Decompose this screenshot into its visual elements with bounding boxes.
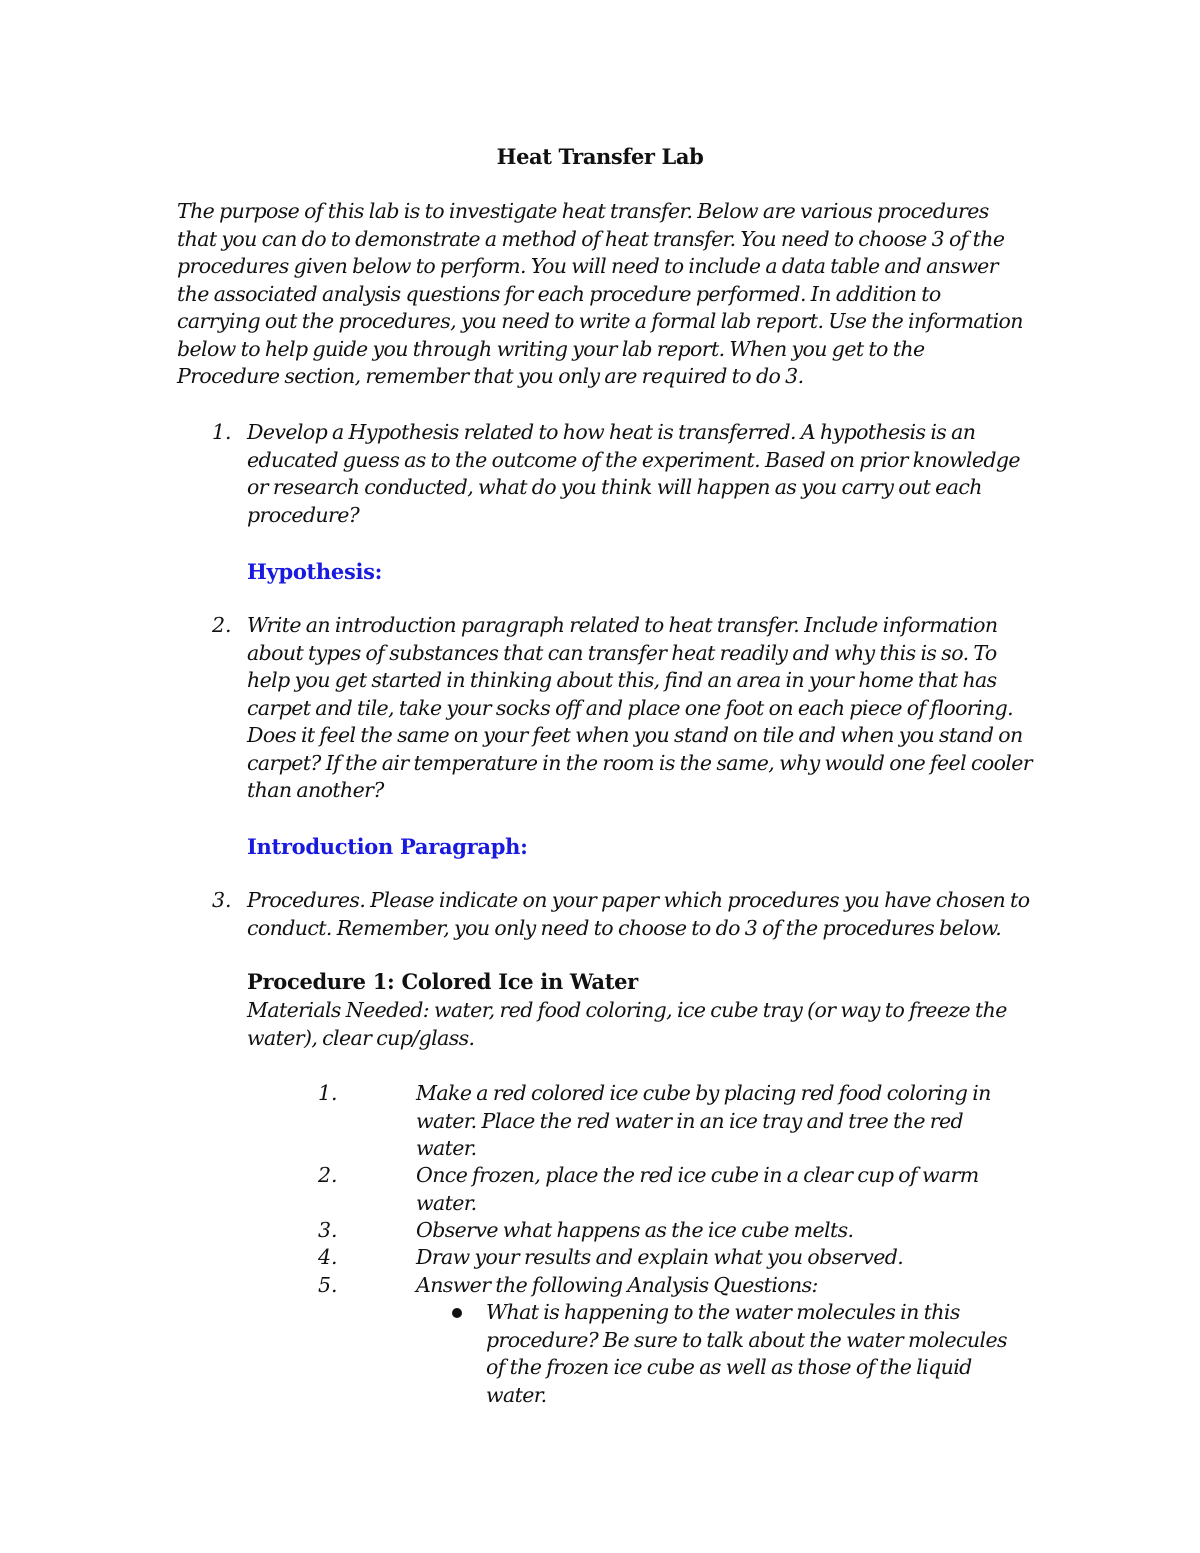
hypothesis-heading: Hypothesis: bbox=[247, 559, 383, 584]
step-number: 5. bbox=[318, 1273, 338, 1297]
procedure-1-materials: Materials Needed: water, red food coloring, ice cube tray (or way to freeze the water), clear cup/glass. bbox=[247, 998, 1007, 1050]
step-text: Draw your results and explain what you observed. bbox=[416, 1245, 904, 1269]
analysis-question: What is happening to the water molecules in this procedure? Be sure to talk about the water molecules of the frozen ice cube as well as those of the liquid water. bbox=[486, 1300, 1007, 1407]
item-number: 2. bbox=[212, 613, 232, 637]
step-number: 4. bbox=[318, 1245, 338, 1269]
step-text: Make a red colored ice cube by placing red food coloring in water. Place the red water in an ice tray and tree the red water. bbox=[416, 1081, 991, 1160]
introduction-paragraph-heading: Introduction Paragraph: bbox=[247, 834, 528, 859]
step-text: Answer the following Analysis Questions: bbox=[416, 1273, 818, 1297]
item-number: 3. bbox=[212, 888, 232, 912]
bullet-icon bbox=[452, 1308, 462, 1318]
intro-paragraph: The purpose of this lab is to investigate heat transfer. Below are various procedures that you can do to demonstrate a method of heat transfer. You need to choose 3 of the procedures given below to perform. You will need to include a data table and answer the associated analysis questions for each procedure performed. In addition to carrying out the procedures, you need to write a formal lab report. Use the information below to help guide you through writing your lab report. When you get to the Procedure section, remember that you only are required to do 3. bbox=[177, 199, 1023, 388]
procedure-1-title: Procedure 1: Colored Ice in Water bbox=[247, 969, 638, 994]
step-number: 2. bbox=[318, 1163, 338, 1187]
item-text-procedures: Procedures. Please indicate on your paper which procedures you have chosen to conduct. Remember, you only need to choose to do 3 of the procedures below. bbox=[247, 888, 1030, 940]
item-text-hypothesis: Develop a Hypothesis related to how heat is transferred. A hypothesis is an educated guess as to the outcome of the experiment. Based on prior knowledge or research conducted, what do you think will happen as you carry out each procedure? bbox=[247, 420, 1020, 527]
item-text-introduction: Write an introduction paragraph related to heat transfer. Include information about types of substances that can transfer heat readily and why this is so. To help you get started in thinking about this, find an area in your home that has carpet and tile, take your socks off and place one foot on each piece of flooring. Does it feel the same on your feet when you stand on tile and when you stand on carpet? If the air temperature in the room is the same, why would one feel cooler than another? bbox=[247, 613, 1032, 802]
item-number: 1. bbox=[212, 420, 232, 444]
step-text: Observe what happens as the ice cube melts. bbox=[416, 1218, 854, 1242]
step-number: 3. bbox=[318, 1218, 338, 1242]
step-number: 1. bbox=[318, 1081, 338, 1105]
document-title: Heat Transfer Lab bbox=[496, 144, 704, 169]
step-text: Once frozen, place the red ice cube in a clear cup of warm water. bbox=[416, 1163, 979, 1215]
